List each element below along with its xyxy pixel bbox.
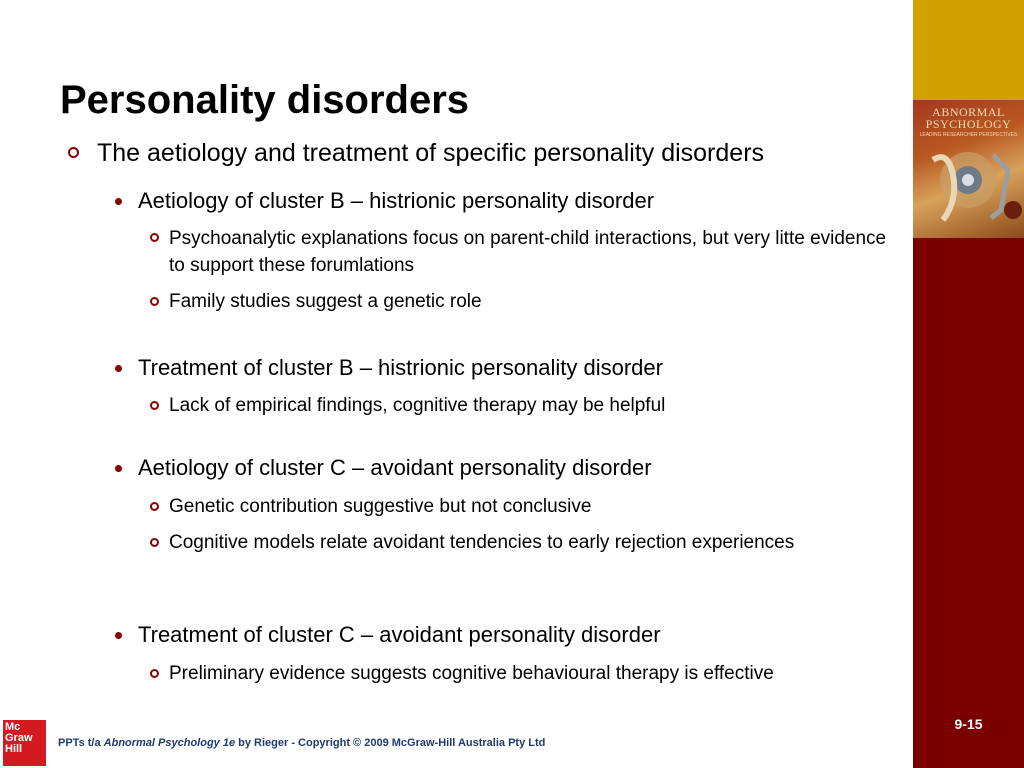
ring-bullet-icon xyxy=(150,233,159,242)
book-cover-title-line1: ABNORMAL xyxy=(932,105,1005,119)
sidebar-band xyxy=(913,0,1024,768)
ring-bullet-icon xyxy=(150,538,159,547)
ring-bullet-icon xyxy=(150,401,159,410)
section-item: Lack of empirical findings, cognitive therapy may be helpful xyxy=(169,395,666,416)
dot-bullet-icon xyxy=(115,465,122,472)
footer-prefix: PPTs t/a xyxy=(58,737,104,749)
section-item: Preliminary evidence suggests cognitive behavioural therapy is effective xyxy=(169,663,774,684)
footer-copyright xyxy=(58,737,545,749)
section-item: Psychoanalytic explanations focus on parent-child interactions, but very litte evidence to support these forumlations xyxy=(169,228,887,276)
section-heading: Aetiology of cluster B – histrionic personality disorder xyxy=(138,188,655,213)
dot-bullet-icon xyxy=(115,365,122,372)
slide-title: Personality disorders xyxy=(60,78,470,122)
section-item: Family studies suggest a genetic role xyxy=(169,291,482,312)
footer-book-title: Abnormal Psychology 1e xyxy=(103,737,236,749)
ring-bullet-icon xyxy=(150,502,159,511)
ring-bullet-icon xyxy=(68,147,79,158)
logo-line: Mc xyxy=(5,721,21,733)
mcgraw-hill-logo xyxy=(3,720,46,766)
section-heading: Treatment of cluster C – avoidant personality disorder xyxy=(138,622,661,647)
book-cover-title xyxy=(913,106,1024,130)
section-item: Cognitive models relate avoidant tendencies to early rejection experiences xyxy=(169,532,795,553)
footer-suffix: by Rieger - Copyright © 2009 McGraw-Hill Australia Pty Ltd xyxy=(235,737,546,749)
section-item: Genetic contribution suggestive but not conclusive xyxy=(169,496,592,517)
sidebar-gold-block xyxy=(913,0,1024,100)
ring-bullet-icon xyxy=(150,669,159,678)
section-heading: Aetiology of cluster C – avoidant personality disorder xyxy=(138,455,652,480)
section-heading: Treatment of cluster B – histrionic personality disorder xyxy=(138,355,663,380)
dot-bullet-icon xyxy=(115,632,122,639)
ring-bullet-icon xyxy=(150,297,159,306)
book-cover-tagline: LEADING RESEARCHER PERSPECTIVES xyxy=(919,132,1018,138)
book-cover-image xyxy=(913,100,1024,238)
bullet-level1: The aetiology and treatment of specific personality disorders xyxy=(97,139,765,167)
book-cover-title-line2: PSYCHOLOGY xyxy=(925,117,1012,131)
dot-bullet-icon xyxy=(115,198,122,205)
logo-line: Hill xyxy=(5,743,23,755)
page-number: 9-15 xyxy=(954,716,983,732)
logo-line: Graw xyxy=(5,732,33,744)
